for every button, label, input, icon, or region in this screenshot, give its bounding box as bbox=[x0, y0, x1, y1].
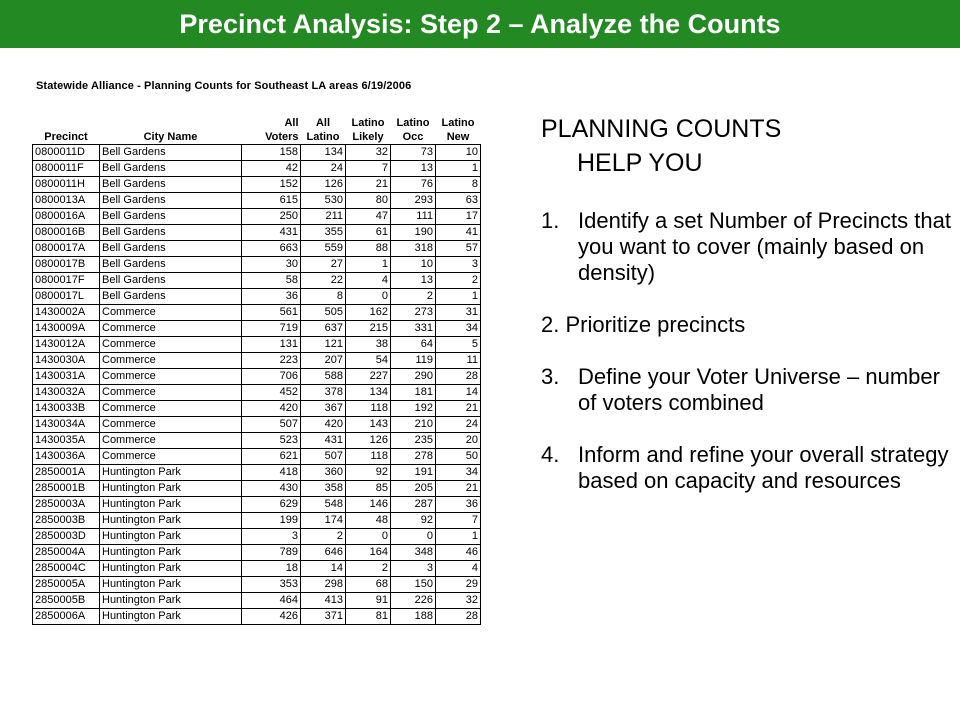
cell-city: Huntington Park bbox=[100, 513, 242, 529]
cell-latino-likely: 227 bbox=[346, 369, 391, 385]
cell-latino-likely: 47 bbox=[346, 209, 391, 225]
notes-item-text: Identify a set Number of Precincts that you want to cover (mainly based on density) bbox=[578, 208, 951, 285]
cell-latino-likely: 21 bbox=[346, 177, 391, 193]
cell-latino-likely: 134 bbox=[346, 385, 391, 401]
cell-all-latino: 588 bbox=[301, 369, 346, 385]
cell-latino-likely: 2 bbox=[346, 561, 391, 577]
header-all-latino bbox=[301, 100, 346, 145]
cell-all-latino: 371 bbox=[301, 609, 346, 625]
cell-city: Bell Gardens bbox=[100, 273, 242, 289]
cell-precinct: 0800017B bbox=[33, 257, 100, 273]
cell-precinct: 2850001B bbox=[33, 481, 100, 497]
cell-precinct: 1430009A bbox=[33, 321, 100, 337]
table-row bbox=[33, 561, 481, 577]
cell-all-latino: 646 bbox=[301, 545, 346, 561]
cell-latino-likely: 143 bbox=[346, 417, 391, 433]
cell-all-latino: 530 bbox=[301, 193, 346, 209]
cell-latino-occ: 73 bbox=[391, 145, 436, 161]
cell-latino-new: 21 bbox=[436, 481, 481, 497]
header-all-voters-l2: Voters bbox=[265, 131, 299, 143]
table-row bbox=[33, 289, 481, 305]
cell-latino-occ: 92 bbox=[391, 513, 436, 529]
cell-latino-likely: 4 bbox=[346, 273, 391, 289]
cell-latino-likely: 81 bbox=[346, 609, 391, 625]
cell-latino-new: 29 bbox=[436, 577, 481, 593]
cell-precinct: 0800017F bbox=[33, 273, 100, 289]
table-row bbox=[33, 417, 481, 433]
cell-precinct: 2850003D bbox=[33, 529, 100, 545]
header-precinct-label: Precinct bbox=[44, 131, 88, 143]
notes-item-text: Define your Voter Universe – number of voters combined bbox=[578, 364, 940, 415]
header-precinct bbox=[33, 100, 100, 145]
cell-latino-new: 28 bbox=[436, 609, 481, 625]
cell-all-latino: 14 bbox=[301, 561, 346, 577]
cell-all-voters: 663 bbox=[242, 241, 301, 257]
cell-latino-new: 50 bbox=[436, 449, 481, 465]
table-row bbox=[33, 529, 481, 545]
cell-city: Commerce bbox=[100, 433, 242, 449]
cell-latino-likely: 126 bbox=[346, 433, 391, 449]
cell-latino-occ: 10 bbox=[391, 257, 436, 273]
cell-all-latino: 548 bbox=[301, 497, 346, 513]
cell-latino-occ: 190 bbox=[391, 225, 436, 241]
header-all-latino-l2: Latino bbox=[306, 131, 340, 143]
cell-all-voters: 418 bbox=[242, 465, 301, 481]
table-row bbox=[33, 321, 481, 337]
table-row bbox=[33, 401, 481, 417]
cell-latino-likely: 7 bbox=[346, 161, 391, 177]
cell-city: Bell Gardens bbox=[100, 257, 242, 273]
cell-precinct: 1430012A bbox=[33, 337, 100, 353]
cell-latino-occ: 273 bbox=[391, 305, 436, 321]
cell-latino-occ: 0 bbox=[391, 529, 436, 545]
table-row bbox=[33, 513, 481, 529]
cell-precinct: 1430033B bbox=[33, 401, 100, 417]
slide-title: Precinct Analysis: Step 2 – Analyze the Counts bbox=[0, 0, 960, 48]
cell-all-latino: 507 bbox=[301, 449, 346, 465]
cell-latino-likely: 38 bbox=[346, 337, 391, 353]
cell-all-latino: 358 bbox=[301, 481, 346, 497]
cell-latino-new: 4 bbox=[436, 561, 481, 577]
cell-precinct: 2850003B bbox=[33, 513, 100, 529]
cell-city: Commerce bbox=[100, 321, 242, 337]
cell-all-voters: 523 bbox=[242, 433, 301, 449]
cell-all-latino: 505 bbox=[301, 305, 346, 321]
cell-latino-new: 24 bbox=[436, 417, 481, 433]
cell-latino-occ: 191 bbox=[391, 465, 436, 481]
cell-all-voters: 789 bbox=[242, 545, 301, 561]
planning-notes bbox=[541, 112, 951, 494]
cell-latino-new: 28 bbox=[436, 369, 481, 385]
cell-latino-new: 63 bbox=[436, 193, 481, 209]
cell-precinct: 0800011H bbox=[33, 177, 100, 193]
table-row bbox=[33, 385, 481, 401]
cell-city: Huntington Park bbox=[100, 577, 242, 593]
cell-latino-new: 7 bbox=[436, 513, 481, 529]
table-row bbox=[33, 257, 481, 273]
cell-all-voters: 507 bbox=[242, 417, 301, 433]
header-latino-occ bbox=[391, 100, 436, 145]
cell-latino-likely: 68 bbox=[346, 577, 391, 593]
cell-latino-likely: 146 bbox=[346, 497, 391, 513]
table-row bbox=[33, 161, 481, 177]
header-latino-likely bbox=[346, 100, 391, 145]
cell-city: Bell Gardens bbox=[100, 225, 242, 241]
cell-all-voters: 621 bbox=[242, 449, 301, 465]
cell-city: Commerce bbox=[100, 337, 242, 353]
cell-precinct: 0800016A bbox=[33, 209, 100, 225]
table-row bbox=[33, 209, 481, 225]
cell-city: Bell Gardens bbox=[100, 289, 242, 305]
table-row bbox=[33, 497, 481, 513]
table-row bbox=[33, 273, 481, 289]
cell-precinct: 0800013A bbox=[33, 193, 100, 209]
cell-latino-occ: 119 bbox=[391, 353, 436, 369]
cell-latino-new: 41 bbox=[436, 225, 481, 241]
cell-precinct: 0800011D bbox=[33, 145, 100, 161]
table-row bbox=[33, 225, 481, 241]
cell-all-voters: 30 bbox=[242, 257, 301, 273]
notes-item-text: Prioritize precincts bbox=[565, 312, 746, 337]
table-row bbox=[33, 593, 481, 609]
cell-latino-occ: 235 bbox=[391, 433, 436, 449]
cell-city: Huntington Park bbox=[100, 497, 242, 513]
table-row bbox=[33, 305, 481, 321]
cell-all-latino: 174 bbox=[301, 513, 346, 529]
cell-latino-new: 17 bbox=[436, 209, 481, 225]
cell-precinct: 2850004C bbox=[33, 561, 100, 577]
cell-city: Commerce bbox=[100, 401, 242, 417]
cell-latino-new: 34 bbox=[436, 465, 481, 481]
cell-all-voters: 3 bbox=[242, 529, 301, 545]
table-row bbox=[33, 177, 481, 193]
cell-latino-new: 31 bbox=[436, 305, 481, 321]
notes-item bbox=[541, 364, 951, 416]
cell-all-latino: 126 bbox=[301, 177, 346, 193]
cell-precinct: 2850006A bbox=[33, 609, 100, 625]
cell-latino-new: 57 bbox=[436, 241, 481, 257]
header-latino-occ-l1: Latino bbox=[396, 117, 430, 129]
cell-all-latino: 24 bbox=[301, 161, 346, 177]
cell-all-voters: 706 bbox=[242, 369, 301, 385]
table-row bbox=[33, 337, 481, 353]
table-row bbox=[33, 241, 481, 257]
cell-city: Huntington Park bbox=[100, 465, 242, 481]
cell-precinct: 1430030A bbox=[33, 353, 100, 369]
table-row bbox=[33, 369, 481, 385]
table-body bbox=[33, 145, 481, 625]
cell-latino-occ: 290 bbox=[391, 369, 436, 385]
cell-latino-occ: 331 bbox=[391, 321, 436, 337]
cell-latino-new: 1 bbox=[436, 161, 481, 177]
cell-all-voters: 719 bbox=[242, 321, 301, 337]
cell-all-voters: 36 bbox=[242, 289, 301, 305]
planning-counts-table bbox=[32, 100, 481, 625]
header-city-label: City Name bbox=[143, 131, 198, 143]
cell-all-voters: 464 bbox=[242, 593, 301, 609]
cell-precinct: 0800017A bbox=[33, 241, 100, 257]
cell-precinct: 2850003A bbox=[33, 497, 100, 513]
cell-latino-new: 8 bbox=[436, 177, 481, 193]
cell-latino-likely: 118 bbox=[346, 401, 391, 417]
cell-all-voters: 199 bbox=[242, 513, 301, 529]
notes-item-text: Inform and refine your overall strategy based on capacity and resources bbox=[578, 442, 949, 493]
cell-latino-occ: 205 bbox=[391, 481, 436, 497]
header-city bbox=[100, 100, 242, 145]
cell-all-voters: 561 bbox=[242, 305, 301, 321]
cell-all-latino: 27 bbox=[301, 257, 346, 273]
cell-precinct: 0800016B bbox=[33, 225, 100, 241]
header-latino-new bbox=[436, 100, 481, 145]
cell-latino-occ: 278 bbox=[391, 449, 436, 465]
cell-precinct: 1430036A bbox=[33, 449, 100, 465]
table-row bbox=[33, 193, 481, 209]
cell-latino-likely: 91 bbox=[346, 593, 391, 609]
cell-latino-likely: 0 bbox=[346, 289, 391, 305]
cell-city: Huntington Park bbox=[100, 481, 242, 497]
cell-city: Commerce bbox=[100, 305, 242, 321]
cell-latino-likely: 1 bbox=[346, 257, 391, 273]
header-latino-occ-l2: Occ bbox=[402, 131, 424, 143]
cell-precinct: 1430035A bbox=[33, 433, 100, 449]
cell-precinct: 0800017L bbox=[33, 289, 100, 305]
cell-latino-occ: 3 bbox=[391, 561, 436, 577]
cell-city: Bell Gardens bbox=[100, 161, 242, 177]
table-header-row bbox=[33, 100, 481, 145]
cell-precinct: 1430034A bbox=[33, 417, 100, 433]
cell-precinct: 1430031A bbox=[33, 369, 100, 385]
cell-all-voters: 420 bbox=[242, 401, 301, 417]
cell-latino-likely: 54 bbox=[346, 353, 391, 369]
cell-precinct: 1430002A bbox=[33, 305, 100, 321]
cell-latino-occ: 2 bbox=[391, 289, 436, 305]
cell-all-voters: 42 bbox=[242, 161, 301, 177]
cell-all-voters: 426 bbox=[242, 609, 301, 625]
cell-latino-likely: 32 bbox=[346, 145, 391, 161]
notes-heading-line1: PLANNING COUNTS bbox=[541, 115, 782, 143]
cell-latino-occ: 111 bbox=[391, 209, 436, 225]
cell-latino-occ: 13 bbox=[391, 161, 436, 177]
notes-item-number: 4. bbox=[541, 442, 560, 467]
cell-precinct: 2850005B bbox=[33, 593, 100, 609]
cell-all-latino: 8 bbox=[301, 289, 346, 305]
notes-item-number: 3. bbox=[541, 364, 560, 389]
cell-latino-likely: 215 bbox=[346, 321, 391, 337]
notes-item bbox=[541, 442, 951, 494]
cell-all-voters: 18 bbox=[242, 561, 301, 577]
cell-all-latino: 298 bbox=[301, 577, 346, 593]
cell-all-latino: 637 bbox=[301, 321, 346, 337]
cell-latino-occ: 181 bbox=[391, 385, 436, 401]
header-latino-likely-l2: Likely bbox=[352, 131, 384, 143]
cell-city: Bell Gardens bbox=[100, 241, 242, 257]
cell-all-voters: 431 bbox=[242, 225, 301, 241]
cell-all-latino: 134 bbox=[301, 145, 346, 161]
cell-latino-likely: 162 bbox=[346, 305, 391, 321]
table-row bbox=[33, 481, 481, 497]
cell-city: Bell Gardens bbox=[100, 177, 242, 193]
cell-all-latino: 2 bbox=[301, 529, 346, 545]
cell-latino-new: 1 bbox=[436, 529, 481, 545]
cell-all-voters: 158 bbox=[242, 145, 301, 161]
cell-city: Huntington Park bbox=[100, 593, 242, 609]
table-row bbox=[33, 433, 481, 449]
cell-all-latino: 360 bbox=[301, 465, 346, 481]
cell-latino-new: 5 bbox=[436, 337, 481, 353]
cell-city: Commerce bbox=[100, 449, 242, 465]
cell-latino-new: 46 bbox=[436, 545, 481, 561]
cell-all-latino: 355 bbox=[301, 225, 346, 241]
cell-all-latino: 431 bbox=[301, 433, 346, 449]
notes-item bbox=[541, 312, 951, 338]
cell-latino-new: 32 bbox=[436, 593, 481, 609]
cell-latino-new: 3 bbox=[436, 257, 481, 273]
cell-all-latino: 211 bbox=[301, 209, 346, 225]
cell-all-latino: 367 bbox=[301, 401, 346, 417]
cell-all-voters: 615 bbox=[242, 193, 301, 209]
cell-latino-occ: 192 bbox=[391, 401, 436, 417]
cell-latino-likely: 61 bbox=[346, 225, 391, 241]
table-row bbox=[33, 609, 481, 625]
cell-latino-occ: 210 bbox=[391, 417, 436, 433]
header-latino-new-l1: Latino bbox=[441, 117, 475, 129]
cell-latino-new: 1 bbox=[436, 289, 481, 305]
cell-all-voters: 223 bbox=[242, 353, 301, 369]
cell-all-voters: 58 bbox=[242, 273, 301, 289]
cell-city: Bell Gardens bbox=[100, 209, 242, 225]
cell-latino-occ: 226 bbox=[391, 593, 436, 609]
cell-precinct: 2850004A bbox=[33, 545, 100, 561]
cell-latino-new: 10 bbox=[436, 145, 481, 161]
cell-all-voters: 430 bbox=[242, 481, 301, 497]
cell-city: Huntington Park bbox=[100, 545, 242, 561]
table-row bbox=[33, 449, 481, 465]
header-latino-new-l2: New bbox=[446, 131, 470, 143]
header-latino-likely-l1: Latino bbox=[351, 117, 385, 129]
cell-latino-occ: 293 bbox=[391, 193, 436, 209]
cell-city: Huntington Park bbox=[100, 529, 242, 545]
notes-heading bbox=[541, 112, 951, 180]
header-all-latino-l1: All bbox=[315, 117, 331, 129]
header-all-voters-l1: All bbox=[284, 117, 299, 129]
cell-all-latino: 22 bbox=[301, 273, 346, 289]
cell-latino-likely: 48 bbox=[346, 513, 391, 529]
cell-latino-occ: 348 bbox=[391, 545, 436, 561]
cell-latino-likely: 164 bbox=[346, 545, 391, 561]
cell-city: Commerce bbox=[100, 385, 242, 401]
cell-latino-new: 36 bbox=[436, 497, 481, 513]
cell-all-voters: 152 bbox=[242, 177, 301, 193]
table-row bbox=[33, 545, 481, 561]
cell-latino-new: 21 bbox=[436, 401, 481, 417]
table-row bbox=[33, 465, 481, 481]
cell-city: Bell Gardens bbox=[100, 145, 242, 161]
notes-item-number: 1. bbox=[541, 208, 560, 233]
cell-precinct: 1430032A bbox=[33, 385, 100, 401]
table-row bbox=[33, 577, 481, 593]
cell-precinct: 0800011F bbox=[33, 161, 100, 177]
cell-latino-occ: 150 bbox=[391, 577, 436, 593]
cell-city: Commerce bbox=[100, 369, 242, 385]
cell-city: Huntington Park bbox=[100, 609, 242, 625]
notes-heading-line2: HELP YOU bbox=[577, 149, 703, 177]
cell-city: Commerce bbox=[100, 417, 242, 433]
table-row bbox=[33, 353, 481, 369]
cell-latino-likely: 85 bbox=[346, 481, 391, 497]
cell-all-voters: 250 bbox=[242, 209, 301, 225]
cell-all-voters: 353 bbox=[242, 577, 301, 593]
cell-latino-occ: 13 bbox=[391, 273, 436, 289]
cell-latino-likely: 92 bbox=[346, 465, 391, 481]
notes-item bbox=[541, 208, 951, 286]
cell-latino-occ: 188 bbox=[391, 609, 436, 625]
cell-all-voters: 131 bbox=[242, 337, 301, 353]
cell-all-voters: 629 bbox=[242, 497, 301, 513]
cell-city: Commerce bbox=[100, 353, 242, 369]
cell-city: Huntington Park bbox=[100, 561, 242, 577]
cell-latino-occ: 76 bbox=[391, 177, 436, 193]
cell-latino-new: 2 bbox=[436, 273, 481, 289]
notes-item-number: 2. bbox=[541, 312, 560, 337]
cell-all-latino: 413 bbox=[301, 593, 346, 609]
cell-latino-likely: 118 bbox=[346, 449, 391, 465]
cell-all-latino: 559 bbox=[301, 241, 346, 257]
header-all-voters bbox=[242, 100, 301, 145]
cell-latino-occ: 287 bbox=[391, 497, 436, 513]
cell-latino-likely: 0 bbox=[346, 529, 391, 545]
cell-precinct: 2850005A bbox=[33, 577, 100, 593]
cell-all-latino: 121 bbox=[301, 337, 346, 353]
notes-list bbox=[541, 208, 951, 494]
cell-latino-occ: 64 bbox=[391, 337, 436, 353]
cell-latino-likely: 80 bbox=[346, 193, 391, 209]
sheet-caption: Statewide Alliance - Planning Counts for Southeast LA areas 6/19/2006 bbox=[36, 80, 412, 92]
cell-latino-likely: 88 bbox=[346, 241, 391, 257]
cell-latino-new: 20 bbox=[436, 433, 481, 449]
cell-all-latino: 378 bbox=[301, 385, 346, 401]
cell-latino-new: 11 bbox=[436, 353, 481, 369]
cell-latino-new: 34 bbox=[436, 321, 481, 337]
cell-all-voters: 452 bbox=[242, 385, 301, 401]
cell-all-latino: 420 bbox=[301, 417, 346, 433]
cell-all-latino: 207 bbox=[301, 353, 346, 369]
cell-city: Bell Gardens bbox=[100, 193, 242, 209]
cell-latino-occ: 318 bbox=[391, 241, 436, 257]
cell-precinct: 2850001A bbox=[33, 465, 100, 481]
cell-latino-new: 14 bbox=[436, 385, 481, 401]
table-row bbox=[33, 145, 481, 161]
